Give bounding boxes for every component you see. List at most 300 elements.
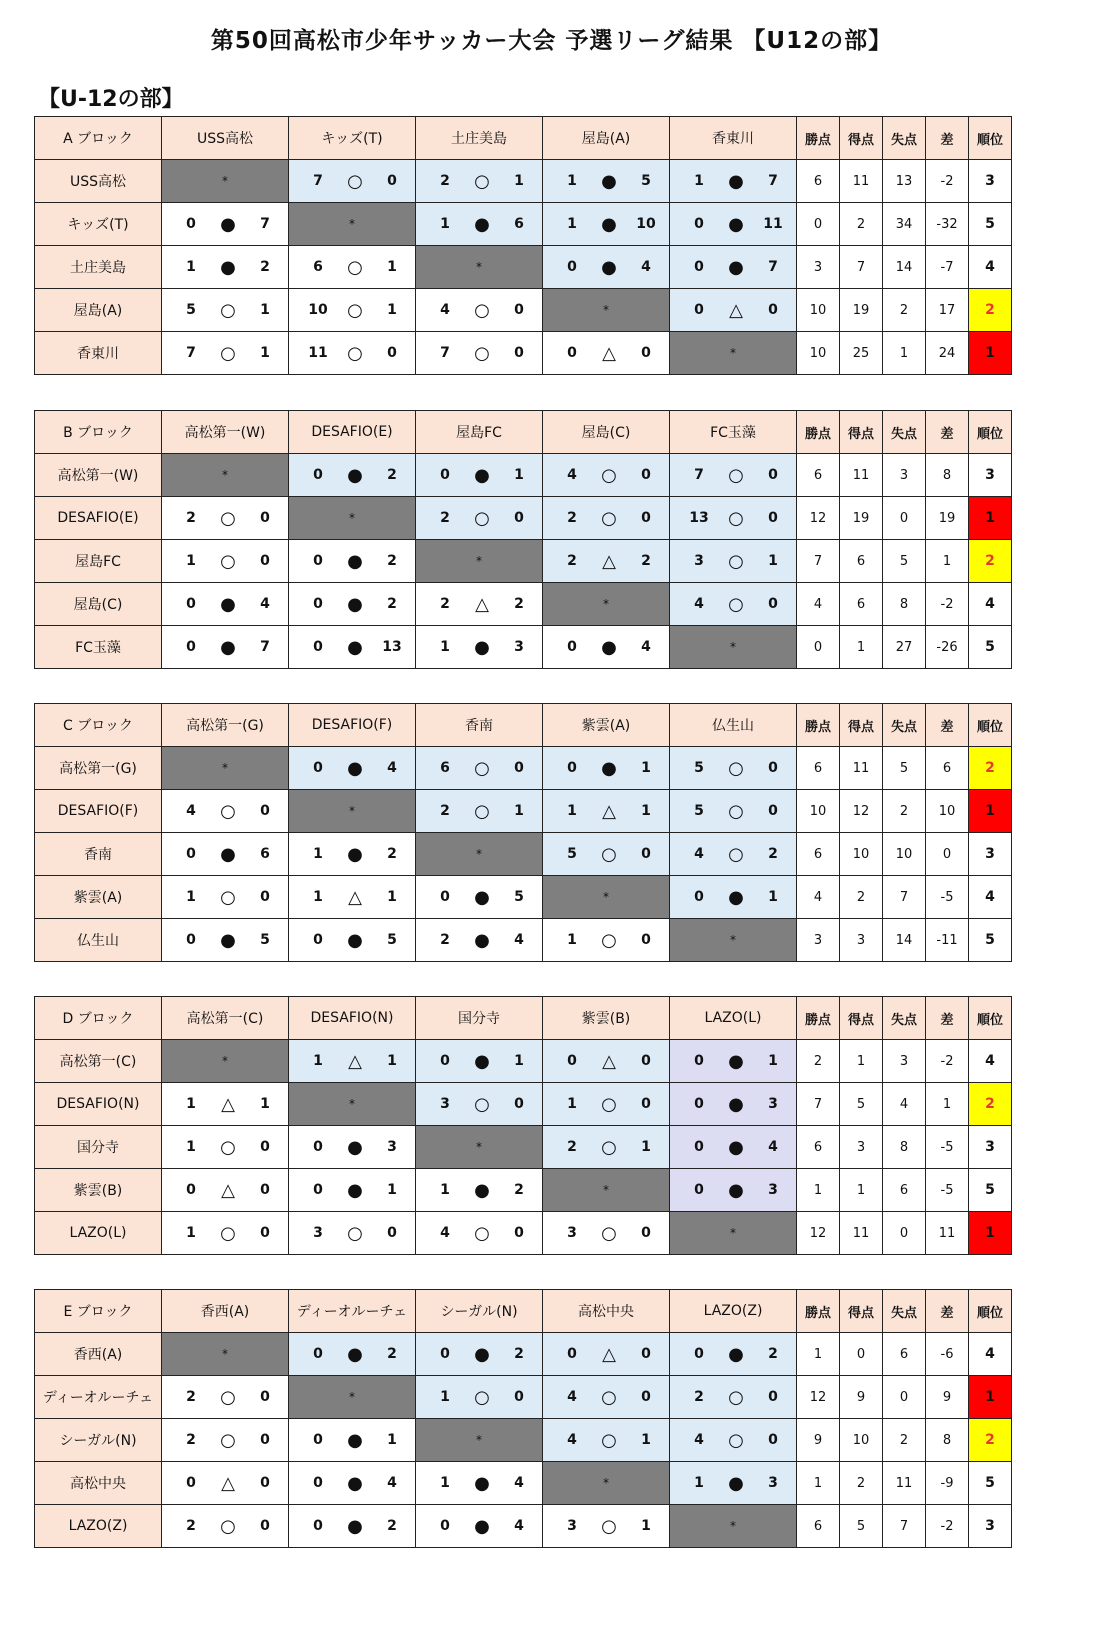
result-mark-icon: ●	[728, 1136, 744, 1158]
match-result-cell	[162, 833, 289, 876]
stat-header: 勝点	[797, 704, 840, 747]
goals-for: 4	[440, 1225, 450, 1241]
stat-value: 12	[797, 1212, 840, 1255]
result-mark-icon: ○	[601, 1386, 617, 1408]
match-result-cell	[416, 626, 543, 669]
goals-against: 1	[768, 889, 778, 905]
result-mark-icon: ○	[601, 1429, 617, 1451]
match-result	[670, 257, 796, 278]
self-match-cell: *	[162, 160, 289, 203]
stat-header: 得点	[840, 704, 883, 747]
stat-value: 12	[797, 497, 840, 540]
match-result	[289, 887, 415, 908]
row-team-name: 香東川	[35, 332, 162, 375]
match-result	[289, 300, 415, 321]
self-match-cell: *	[543, 1169, 670, 1212]
goals-for: 0	[186, 639, 196, 655]
result-mark-icon: ●	[347, 1136, 363, 1158]
stat-value: 4	[883, 1083, 926, 1126]
goals-against: 11	[763, 216, 783, 232]
stat-value: 1	[797, 1169, 840, 1212]
row-team-name: 仏生山	[35, 919, 162, 962]
goals-for: 1	[440, 639, 450, 655]
goals-for: 0	[186, 1475, 196, 1491]
row-team-name: 香西(A)	[35, 1333, 162, 1376]
match-result	[670, 1473, 796, 1494]
match-result-cell	[670, 497, 797, 540]
match-result	[289, 1180, 415, 1201]
result-mark-icon: ○	[601, 1136, 617, 1158]
match-result	[289, 1473, 415, 1494]
match-result	[289, 1516, 415, 1537]
column-team-header: 高松第一(G)	[162, 704, 289, 747]
match-result	[289, 594, 415, 615]
goals-against: 0	[514, 760, 524, 776]
match-result-cell	[670, 833, 797, 876]
stat-value: 1	[797, 1333, 840, 1376]
match-result-cell	[289, 1169, 416, 1212]
result-mark-icon: ●	[728, 886, 744, 908]
goals-for: 0	[567, 639, 577, 655]
stat-value: -26	[926, 626, 969, 669]
result-mark-icon: ○	[474, 1222, 490, 1244]
goals-for: 1	[567, 173, 577, 189]
goals-for: 3	[440, 1096, 450, 1112]
match-result-cell	[289, 1333, 416, 1376]
table-row	[35, 1126, 1012, 1169]
result-mark-icon: ●	[474, 1343, 490, 1365]
stat-value: 2	[840, 203, 883, 246]
goals-against: 2	[387, 1346, 397, 1362]
rank-value: 5	[969, 919, 1012, 962]
stat-header: 勝点	[797, 997, 840, 1040]
result-mark-icon: ●	[728, 1343, 744, 1365]
stat-value: 17	[926, 289, 969, 332]
header-row	[35, 117, 1012, 160]
block-label: C ブロック	[35, 704, 162, 747]
stat-value: 11	[840, 1212, 883, 1255]
result-mark-icon: ○	[220, 1222, 236, 1244]
rank-value: 5	[969, 1169, 1012, 1212]
result-mark-icon: ●	[728, 1050, 744, 1072]
match-result	[289, 171, 415, 192]
self-match-cell: *	[543, 876, 670, 919]
column-team-header: FC玉藻	[670, 411, 797, 454]
goals-against: 2	[514, 1346, 524, 1362]
goals-against: 3	[768, 1096, 778, 1112]
column-team-header: DESAFIO(E)	[289, 411, 416, 454]
match-result-cell	[543, 790, 670, 833]
match-result-cell	[670, 1462, 797, 1505]
stat-value: 8	[883, 1126, 926, 1169]
stat-value: 10	[840, 833, 883, 876]
stat-value: 10	[797, 289, 840, 332]
stat-value: -9	[926, 1462, 969, 1505]
match-result-cell	[162, 1376, 289, 1419]
result-mark-icon: ○	[347, 170, 363, 192]
result-mark-icon: ●	[474, 1472, 490, 1494]
match-result	[670, 508, 796, 529]
rank-value: 1	[969, 790, 1012, 833]
rank-value: 4	[969, 1040, 1012, 1083]
stat-value: 7	[797, 1083, 840, 1126]
stat-value: 8	[926, 1419, 969, 1462]
goals-against: 1	[514, 1053, 524, 1069]
table-row	[35, 1169, 1012, 1212]
goals-against: 0	[641, 1346, 651, 1362]
goals-against: 1	[387, 1053, 397, 1069]
match-result	[289, 1430, 415, 1451]
match-result-cell	[543, 203, 670, 246]
rank-value: 4	[969, 876, 1012, 919]
column-team-header: 仏生山	[670, 704, 797, 747]
goals-against: 0	[260, 1139, 270, 1155]
table-row	[35, 1212, 1012, 1255]
goals-against: 0	[768, 1389, 778, 1405]
goals-for: 0	[313, 639, 323, 655]
result-mark-icon: ●	[728, 256, 744, 278]
goals-for: 0	[567, 345, 577, 361]
match-result	[162, 887, 288, 908]
goals-against: 4	[387, 1475, 397, 1491]
result-mark-icon: ●	[347, 757, 363, 779]
goals-for: 3	[313, 1225, 323, 1241]
table-row	[35, 1419, 1012, 1462]
stat-value: 34	[883, 203, 926, 246]
header-row	[35, 704, 1012, 747]
goals-against: 1	[641, 1518, 651, 1534]
goals-for: 0	[694, 259, 704, 275]
match-result	[543, 637, 669, 658]
column-team-header: DESAFIO(N)	[289, 997, 416, 1040]
goals-against: 1	[641, 760, 651, 776]
goals-against: 2	[387, 1518, 397, 1534]
result-mark-icon: ○	[220, 342, 236, 364]
goals-for: 0	[567, 1346, 577, 1362]
table-row	[35, 454, 1012, 497]
column-team-header: 屋島(A)	[543, 117, 670, 160]
match-result-cell	[416, 1169, 543, 1212]
goals-against: 0	[768, 760, 778, 776]
match-result	[670, 1387, 796, 1408]
stat-value: -5	[926, 1126, 969, 1169]
stat-value: 0	[883, 1212, 926, 1255]
match-result-cell	[670, 1126, 797, 1169]
goals-for: 1	[186, 553, 196, 569]
rank-value: 4	[969, 583, 1012, 626]
match-result-cell	[670, 1419, 797, 1462]
match-result-cell	[416, 919, 543, 962]
goals-against: 1	[514, 173, 524, 189]
row-team-name: 屋島(A)	[35, 289, 162, 332]
goals-against: 0	[514, 345, 524, 361]
result-mark-icon: △	[475, 593, 489, 615]
match-result	[670, 1430, 796, 1451]
match-result-cell	[416, 1212, 543, 1255]
match-result	[162, 930, 288, 951]
match-result-cell	[416, 160, 543, 203]
table-row	[35, 583, 1012, 626]
result-mark-icon: ●	[728, 1179, 744, 1201]
result-mark-icon: ●	[347, 464, 363, 486]
stat-value: 19	[926, 497, 969, 540]
goals-against: 2	[260, 259, 270, 275]
result-mark-icon: ●	[347, 636, 363, 658]
match-result-cell	[162, 583, 289, 626]
match-result	[162, 1473, 288, 1494]
goals-against: 0	[260, 1518, 270, 1534]
column-team-header: 香西(A)	[162, 1290, 289, 1333]
goals-for: 13	[689, 510, 709, 526]
result-mark-icon: ●	[728, 170, 744, 192]
match-result	[416, 1387, 542, 1408]
match-result-cell	[670, 1040, 797, 1083]
goals-against: 1	[641, 803, 651, 819]
goals-for: 0	[313, 1346, 323, 1362]
goals-against: 1	[260, 345, 270, 361]
stat-value: 2	[840, 1462, 883, 1505]
match-result-cell	[162, 919, 289, 962]
goals-against: 7	[260, 639, 270, 655]
goals-against: 0	[514, 1389, 524, 1405]
goals-against: 4	[514, 932, 524, 948]
match-result	[416, 594, 542, 615]
goals-against: 1	[387, 259, 397, 275]
match-result-cell	[670, 160, 797, 203]
stat-header: 順位	[969, 997, 1012, 1040]
match-result	[416, 508, 542, 529]
result-mark-icon: △	[602, 550, 616, 572]
goals-for: 2	[440, 510, 450, 526]
stat-value: 11	[840, 454, 883, 497]
stat-value: 9	[840, 1376, 883, 1419]
match-result-cell	[543, 246, 670, 289]
goals-against: 3	[514, 639, 524, 655]
match-result	[289, 844, 415, 865]
league-table-e	[34, 1289, 1012, 1548]
match-result	[416, 801, 542, 822]
rank-value: 5	[969, 1462, 1012, 1505]
result-mark-icon: ○	[474, 1093, 490, 1115]
goals-for: 5	[694, 803, 704, 819]
stat-header: 差	[926, 411, 969, 454]
stat-value: 0	[926, 833, 969, 876]
match-result-cell	[289, 1505, 416, 1548]
goals-against: 7	[768, 173, 778, 189]
row-team-name: 高松第一(G)	[35, 747, 162, 790]
page-title: 第50回高松市少年サッカー大会 予選リーグ結果 【U12の部】	[210, 28, 893, 54]
match-result	[416, 1473, 542, 1494]
goals-against: 1	[387, 302, 397, 318]
match-result	[543, 551, 669, 572]
match-result	[289, 1223, 415, 1244]
rank-value: 3	[969, 1126, 1012, 1169]
match-result-cell	[162, 1126, 289, 1169]
goals-for: 4	[567, 1432, 577, 1448]
match-result	[416, 930, 542, 951]
result-mark-icon: △	[221, 1472, 235, 1494]
match-result-cell	[670, 246, 797, 289]
goals-against: 1	[387, 889, 397, 905]
stat-value: 6	[840, 540, 883, 583]
stat-value: 9	[926, 1376, 969, 1419]
goals-for: 0	[313, 553, 323, 569]
goals-against: 0	[641, 345, 651, 361]
goals-for: 0	[694, 216, 704, 232]
league-table-c	[34, 703, 1012, 962]
goals-for: 6	[313, 259, 323, 275]
row-team-name: 高松中央	[35, 1462, 162, 1505]
goals-against: 0	[514, 302, 524, 318]
goals-for: 0	[313, 932, 323, 948]
goals-against: 3	[768, 1182, 778, 1198]
match-result	[416, 758, 542, 779]
stat-value: 2	[797, 1040, 840, 1083]
match-result-cell	[543, 540, 670, 583]
match-result-cell	[543, 1333, 670, 1376]
match-result	[162, 801, 288, 822]
column-team-header: 屋島(C)	[543, 411, 670, 454]
result-mark-icon: ○	[728, 800, 744, 822]
match-result	[416, 1094, 542, 1115]
match-result	[162, 1180, 288, 1201]
stat-header: 差	[926, 1290, 969, 1333]
stat-value: 6	[797, 160, 840, 203]
goals-for: 2	[186, 1389, 196, 1405]
rank-value: 2	[969, 747, 1012, 790]
row-team-name: 高松第一(W)	[35, 454, 162, 497]
stat-value: 0	[840, 1333, 883, 1376]
match-result-cell	[289, 1419, 416, 1462]
stat-header: 得点	[840, 117, 883, 160]
goals-against: 1	[768, 553, 778, 569]
match-result	[543, 343, 669, 364]
column-team-header: キッズ(T)	[289, 117, 416, 160]
goals-for: 4	[440, 302, 450, 318]
table-row	[35, 289, 1012, 332]
result-mark-icon: △	[729, 299, 743, 321]
goals-against: 5	[514, 889, 524, 905]
stat-value: 10	[883, 833, 926, 876]
match-result	[162, 1094, 288, 1115]
table-row	[35, 1376, 1012, 1419]
stat-header: 失点	[883, 997, 926, 1040]
stat-value: -2	[926, 583, 969, 626]
goals-for: 0	[186, 846, 196, 862]
match-result-cell	[670, 1169, 797, 1212]
match-result-cell	[670, 876, 797, 919]
goals-for: 5	[694, 760, 704, 776]
stat-value: 3	[840, 919, 883, 962]
goals-for: 5	[567, 846, 577, 862]
stat-value: 11	[926, 1212, 969, 1255]
match-result-cell	[670, 454, 797, 497]
match-result-cell	[416, 876, 543, 919]
match-result	[162, 1430, 288, 1451]
goals-against: 7	[768, 259, 778, 275]
result-mark-icon: ○	[601, 1093, 617, 1115]
match-result	[416, 637, 542, 658]
goals-against: 4	[768, 1139, 778, 1155]
goals-against: 4	[641, 259, 651, 275]
match-result	[162, 844, 288, 865]
match-result-cell	[543, 626, 670, 669]
goals-against: 3	[768, 1475, 778, 1491]
result-mark-icon: ○	[474, 800, 490, 822]
goals-for: 4	[694, 1432, 704, 1448]
match-result	[670, 594, 796, 615]
self-match-cell: *	[289, 1376, 416, 1419]
stat-value: -7	[926, 246, 969, 289]
match-result-cell	[670, 583, 797, 626]
goals-against: 2	[514, 1182, 524, 1198]
match-result	[670, 887, 796, 908]
result-mark-icon: ●	[347, 1429, 363, 1451]
result-mark-icon: ○	[347, 342, 363, 364]
result-mark-icon: ●	[347, 1472, 363, 1494]
match-result	[543, 1051, 669, 1072]
goals-against: 1	[768, 1053, 778, 1069]
result-mark-icon: ○	[220, 1136, 236, 1158]
league-table-b	[34, 410, 1012, 669]
stat-value: 2	[840, 876, 883, 919]
match-result-cell	[162, 876, 289, 919]
goals-for: 2	[440, 596, 450, 612]
self-match-cell: *	[543, 583, 670, 626]
result-mark-icon: ○	[474, 757, 490, 779]
goals-for: 2	[186, 510, 196, 526]
match-result	[289, 1344, 415, 1365]
goals-for: 0	[313, 1475, 323, 1491]
stat-value: -2	[926, 160, 969, 203]
table-row	[35, 540, 1012, 583]
result-mark-icon: ○	[474, 299, 490, 321]
result-mark-icon: ○	[728, 843, 744, 865]
result-mark-icon: ○	[347, 299, 363, 321]
result-mark-icon: ●	[474, 213, 490, 235]
stat-value: 1	[840, 1040, 883, 1083]
result-mark-icon: ○	[220, 800, 236, 822]
column-team-header: 国分寺	[416, 997, 543, 1040]
goals-against: 1	[514, 803, 524, 819]
goals-against: 5	[387, 932, 397, 948]
match-result	[670, 214, 796, 235]
result-mark-icon: ●	[220, 636, 236, 658]
column-team-header: 香南	[416, 704, 543, 747]
result-mark-icon: ●	[347, 1515, 363, 1537]
row-team-name: 紫雲(B)	[35, 1169, 162, 1212]
section-title: 【U-12の部】	[38, 87, 184, 112]
rank-value: 1	[969, 497, 1012, 540]
goals-against: 5	[260, 932, 270, 948]
match-result	[670, 844, 796, 865]
goals-against: 0	[768, 510, 778, 526]
table-row	[35, 1462, 1012, 1505]
goals-against: 6	[260, 846, 270, 862]
row-team-name: DESAFIO(E)	[35, 497, 162, 540]
match-result-cell	[416, 203, 543, 246]
goals-for: 1	[186, 1096, 196, 1112]
match-result-cell	[289, 1040, 416, 1083]
goals-against: 6	[514, 216, 524, 232]
match-result	[289, 637, 415, 658]
match-result	[416, 465, 542, 486]
match-result	[670, 1180, 796, 1201]
goals-against: 4	[641, 639, 651, 655]
row-team-name: 屋島FC	[35, 540, 162, 583]
table-row	[35, 876, 1012, 919]
block-label: D ブロック	[35, 997, 162, 1040]
